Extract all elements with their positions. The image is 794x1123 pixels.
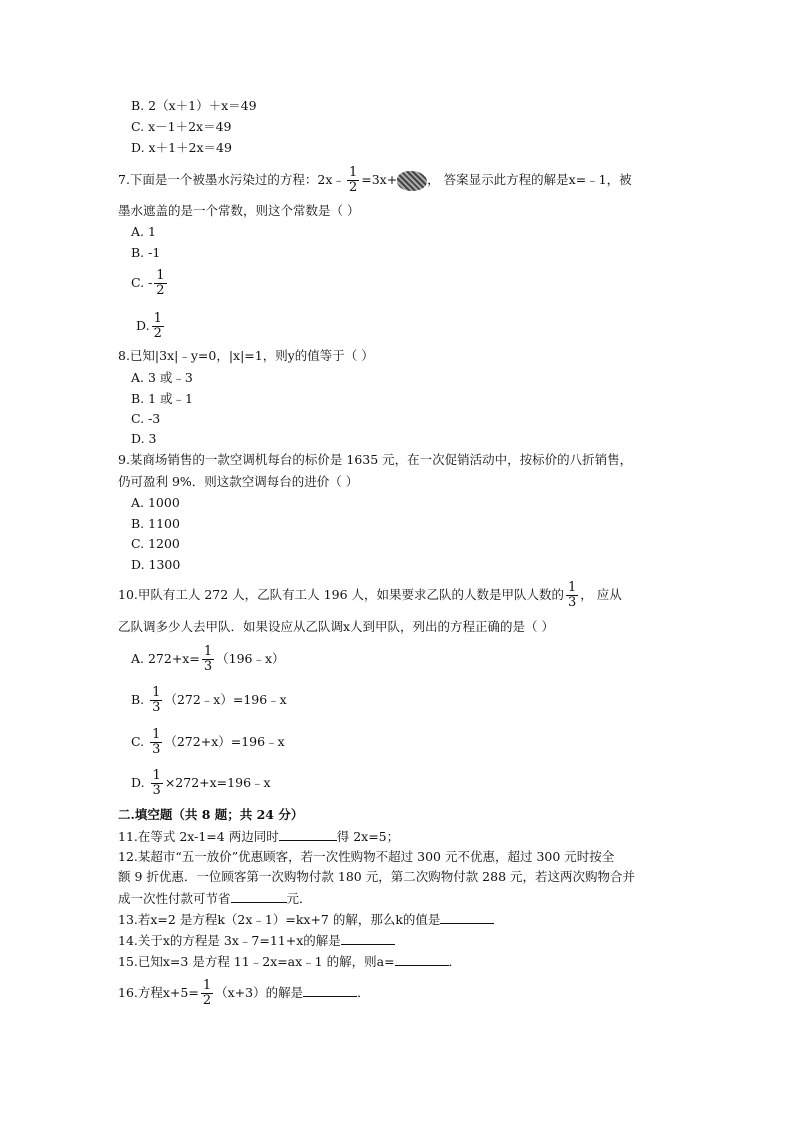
answer-blank[interactable] <box>440 911 494 924</box>
q10-option-d-fraction: $\frac{1}{3}$ <box>152 768 161 798</box>
q6-option-d: D. x＋1＋2x＝49 <box>131 140 232 155</box>
q8-option-a: A. 3 或﹣3 <box>131 370 193 385</box>
answer-blank[interactable] <box>231 890 287 903</box>
q6-option-c: C. x－1＋2x＝49 <box>131 119 232 134</box>
answer-blank[interactable] <box>279 828 337 841</box>
q8-option-b: B. 1 或﹣1 <box>131 391 194 406</box>
q7-option-c: C. - $\frac{1}{2}$ <box>131 268 165 298</box>
q8-option-c: C. -3 <box>131 411 161 426</box>
q8-stem: 8.已知|3x|﹣y=0，|x|=1，则y的值等于（ ） <box>118 348 374 363</box>
ink-blot-icon <box>397 171 427 191</box>
q10-option-a-fraction: $\frac{1}{3}$ <box>203 644 213 674</box>
q7-stem-line1: 7.下面是一个被墨水污染过的方程：2x﹣ $\frac{1}{2}$ =3x+ ， 答案显示此方程的解是x=﹣1，被 <box>118 165 632 195</box>
q8-option-d: D. 3 <box>131 431 157 446</box>
q12-line2: 额 9 折优惠．一位顾客第一次购物付款 180 元，第二次购物付款 288 元，若这两次购物合并 <box>118 869 636 884</box>
q6-option-b: B. 2（x＋1）＋x＝49 <box>131 98 257 113</box>
q7-option-c-fraction: $\frac{1}{2}$ <box>156 268 165 298</box>
q10-option-b-fraction: $\frac{1}{3}$ <box>152 685 161 715</box>
q13: 13.若x=2 是方程k（2x﹣1）=kx+7 的解，那么k的值是 <box>118 911 494 928</box>
q10-option-c: C. $\frac{1}{3}$ （272+x）=196﹣x <box>131 727 285 757</box>
q12-line1: 12.某超市“五一放价”优惠顾客，若一次性购物不超过 300 元不优惠，超过 300 元时按全 <box>118 849 615 864</box>
section-heading: 二.填空题（共 8 题；共 24 分） <box>118 807 304 822</box>
q10-option-c-fraction: $\frac{1}{3}$ <box>152 727 161 757</box>
q7-option-b: B. -1 <box>131 245 161 260</box>
q7-fraction: $\frac{1}{2}$ <box>348 165 358 195</box>
answer-blank[interactable] <box>303 984 357 997</box>
q9-option-d: D. 1300 <box>131 557 181 572</box>
q7-option-d-fraction: $\frac{1}{2}$ <box>153 311 162 341</box>
q10-stem-line1: 10.甲队有工人 272 人，乙队有工人 196 人，如果要求乙队的人数是甲队人数的 $\frac{1}{3}$ ， 应从 <box>118 580 622 610</box>
q14: 14.关于x的方程是 3x﹣7=11+x的解是 <box>118 932 395 949</box>
q16: 16.方程x+5= $\frac{1}{2}$ （x+3）的解是 ． <box>118 978 370 1008</box>
answer-blank[interactable] <box>395 953 449 966</box>
q7-option-a: A. 1 <box>131 224 156 239</box>
q7-option-d: D. $\frac{1}{2}$ <box>136 311 162 341</box>
q9-option-a: A. 1000 <box>131 495 180 510</box>
q10-option-a: A. 272+x= $\frac{1}{3}$ （196﹣x） <box>131 644 285 674</box>
q10-option-b: B. $\frac{1}{3}$ （272﹣x）=196﹣x <box>131 685 287 715</box>
q11: 11.在等式 2x-1=4 两边同时 得 2x=5； <box>118 829 400 844</box>
q15: 15.已知x=3 是方程 11﹣2x=ax﹣1 的解，则a= ． <box>118 954 462 969</box>
q9-stem-line2: 仍可盈利 9%．则这款空调每台的进价（ ） <box>118 474 359 489</box>
q10-fraction: $\frac{1}{3}$ <box>568 580 577 610</box>
q9-stem-line1: 9.某商场销售的一款空调机每台的标价是 1635 元，在一次促销活动中，按标价的八折销售， <box>118 452 633 467</box>
q16-fraction: $\frac{1}{2}$ <box>202 978 212 1008</box>
q9-option-c: C. 1200 <box>131 536 180 551</box>
answer-blank[interactable] <box>341 932 395 945</box>
q7-stem-line2: 墨水遮盖的是一个常数，则这个常数是（ ） <box>118 203 360 218</box>
q10-option-d: D. $\frac{1}{3}$ ×272+x=196﹣x <box>131 768 271 798</box>
q10-stem-line2: 乙队调多少人去甲队．如果设应从乙队调x人到甲队，列出的方程正确的是（ ） <box>118 619 555 634</box>
q12-line3: 成一次性付款可节省 元． <box>118 891 312 906</box>
q9-option-b: B. 1100 <box>131 516 180 531</box>
